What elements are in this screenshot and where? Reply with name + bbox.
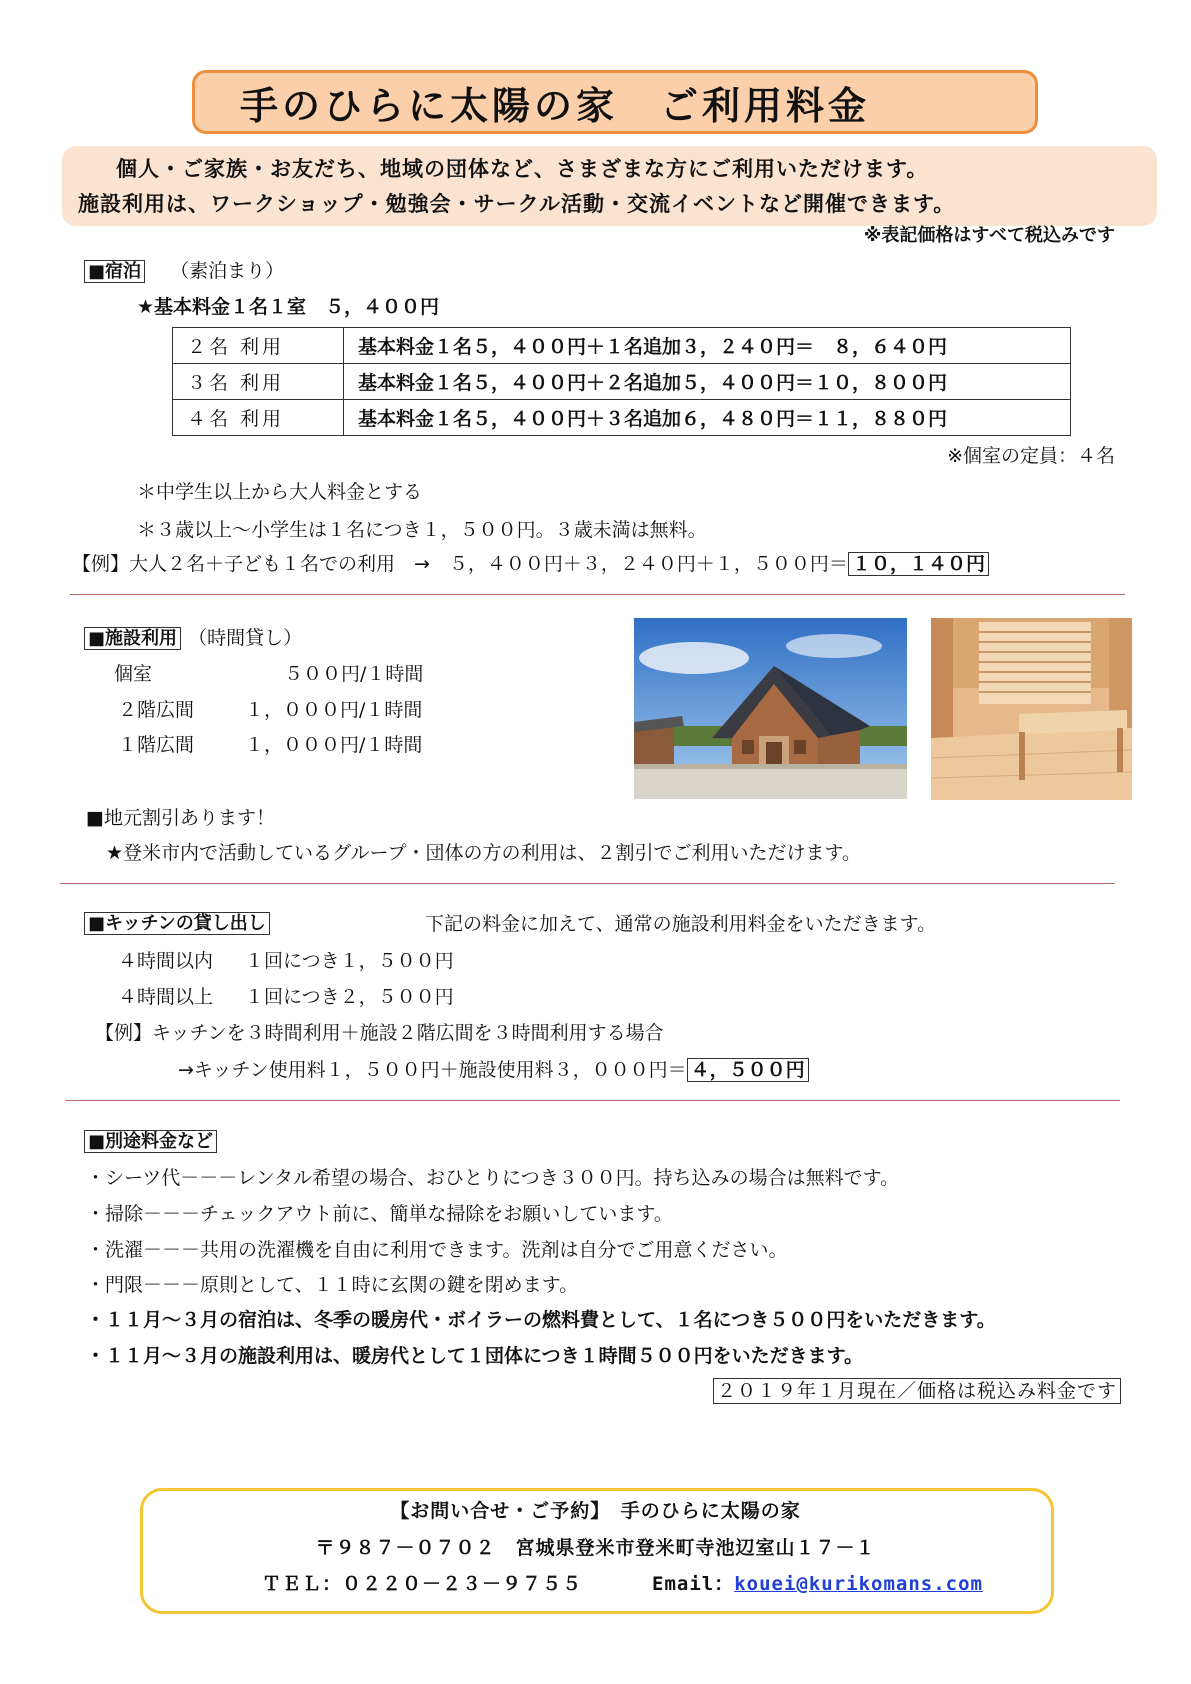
other-item: ・掃除－－－チェックアウト前に、簡単な掃除をお願いしています。: [86, 1203, 673, 1225]
table-row: [173, 328, 1071, 364]
email-link[interactable]: kouei@kurikomans.com: [734, 1573, 983, 1595]
table-cell-people: ３名 利用: [173, 364, 344, 400]
other-item: ・１１月～３月の施設利用は、暖房代として１団体につき１時間５００円をいただきます。: [86, 1345, 864, 1367]
stay-label: ■宿泊: [84, 260, 145, 283]
facility-sub: （時間貸し）: [188, 627, 303, 649]
table-row: [173, 400, 1071, 436]
stay-note-2: ＊３歳以上～小学生は１名につき１，５００円。３歳未満は無料。: [137, 519, 707, 541]
stay-sub: （素泊まり）: [170, 260, 285, 282]
stay-section-header: [84, 259, 284, 284]
stay-example-text: 【例】大人２名＋子ども１名での利用 → ５，４００円＋３，２４０円＋１，５００円＝: [72, 553, 848, 575]
kitchen-example-2: [178, 1058, 809, 1082]
kitchen-example-1: 【例】キッチンを３時間利用＋施設２階広間を３時間利用する場合: [95, 1022, 664, 1044]
other-item: ・シーツ代－－－レンタル希望の場合、おひとりにつき３００円。持ち込みの場合は無料です。: [86, 1167, 900, 1189]
contact-tel: ＴＥＬ：０２２０－２３－９７５５: [262, 1573, 583, 1595]
table-row: [173, 364, 1071, 400]
tax-note: ※表記価格はすべて税込みです: [863, 225, 1115, 246]
kitchen-note: 下記の料金に加えて、通常の施設利用料金をいただきます。: [425, 913, 937, 935]
date-note: ２０１９年１月現在／価格は税込み料金です: [713, 1378, 1121, 1404]
kitchen-section-header: [84, 912, 270, 936]
kitchen-price: １回につき１，５００円: [245, 950, 454, 972]
other-item: ・洗濯－－－共用の洗濯機を自由に利用できます。洗剤は自分でご用意ください。: [86, 1239, 788, 1261]
intro-line-1: 個人・ご家族・お友だち、地域の団体など、さまざまな方にご利用いただけます。: [116, 157, 929, 181]
contact-address: 〒９８７－０７０２ 宮城県登米市登米町寺池辺室山１７－１: [315, 1537, 876, 1559]
kitchen-label: ■キッチンの貸し出し: [84, 912, 270, 935]
stay-example-total: １０，１４０円: [848, 552, 989, 576]
other-section-header: [84, 1130, 217, 1154]
table-cell-people: ４名 利用: [173, 400, 344, 436]
facility-item-price: １，０００円/１時間: [245, 734, 423, 756]
table-cell-calc: 基本料金１名５，４００円＋３名追加６，４８０円＝１１，８８０円: [344, 400, 1071, 436]
title-box: [192, 70, 1038, 134]
kitchen-duration: ４時間以上: [118, 986, 214, 1008]
stay-example: [72, 552, 989, 576]
stay-base-price: ★基本料金１名１室 ５，４００円: [137, 296, 440, 318]
other-label: ■別途料金など: [84, 1130, 217, 1153]
stay-price-table: [172, 327, 1071, 436]
other-item: ・１１月～３月の宿泊は、冬季の暖房代・ボイラーの燃料費として、１名につき５００円をいただきます。: [86, 1309, 996, 1331]
facility-label: ■施設利用: [84, 627, 181, 650]
room-photo: [931, 618, 1132, 800]
capacity-note: ※個室の定員：４名: [947, 445, 1115, 467]
contact-heading: 【お問い合せ・ご予約】 手のひらに太陽の家: [390, 1500, 801, 1522]
divider: [65, 1100, 1120, 1101]
discount-title: ■地元割引あります！: [86, 807, 275, 829]
kitchen-example-total: ４，５００円: [687, 1058, 809, 1082]
facility-item-name: ２階広間: [118, 699, 195, 721]
divider: [70, 594, 1125, 595]
discount-text: ★登米市内で活動しているグループ・団体の方の利用は、２割引でご利用いただけます。: [106, 842, 861, 864]
divider: [60, 883, 1115, 884]
facility-item-name: 個室: [114, 663, 153, 685]
house-photo: [634, 618, 907, 799]
stay-note-1: ＊中学生以上から大人料金とする: [137, 481, 423, 503]
facility-section-header: [84, 626, 302, 651]
contact-email-row: [652, 1569, 983, 1596]
facility-item-price: １，０００円/１時間: [245, 699, 423, 721]
facility-item-price: ５００円/１時間: [284, 663, 424, 685]
email-label: Email：: [652, 1573, 735, 1595]
table-cell-people: ２名 利用: [173, 328, 344, 364]
kitchen-duration: ４時間以内: [118, 950, 214, 972]
kitchen-price: １回につき２，５００円: [245, 986, 454, 1008]
table-cell-calc: 基本料金１名５，４００円＋２名追加５，４００円＝１０，８００円: [344, 364, 1071, 400]
table-cell-calc: 基本料金１名５，４００円＋１名追加３，２４０円＝ ８，６４０円: [344, 328, 1071, 364]
facility-item-name: １階広間: [118, 734, 195, 756]
intro-line-2: 施設利用は、ワークショップ・勉強会・サークル活動・交流イベントなど開催できます。: [78, 192, 956, 216]
page-title: 手のひらに太陽の家 ご利用料金: [240, 83, 871, 128]
kitchen-example-text: →キッチン使用料１，５００円＋施設使用料３，０００円＝: [178, 1059, 687, 1081]
other-item: ・門限－－－原則として、１１時に玄関の鍵を閉めます。: [86, 1274, 579, 1296]
